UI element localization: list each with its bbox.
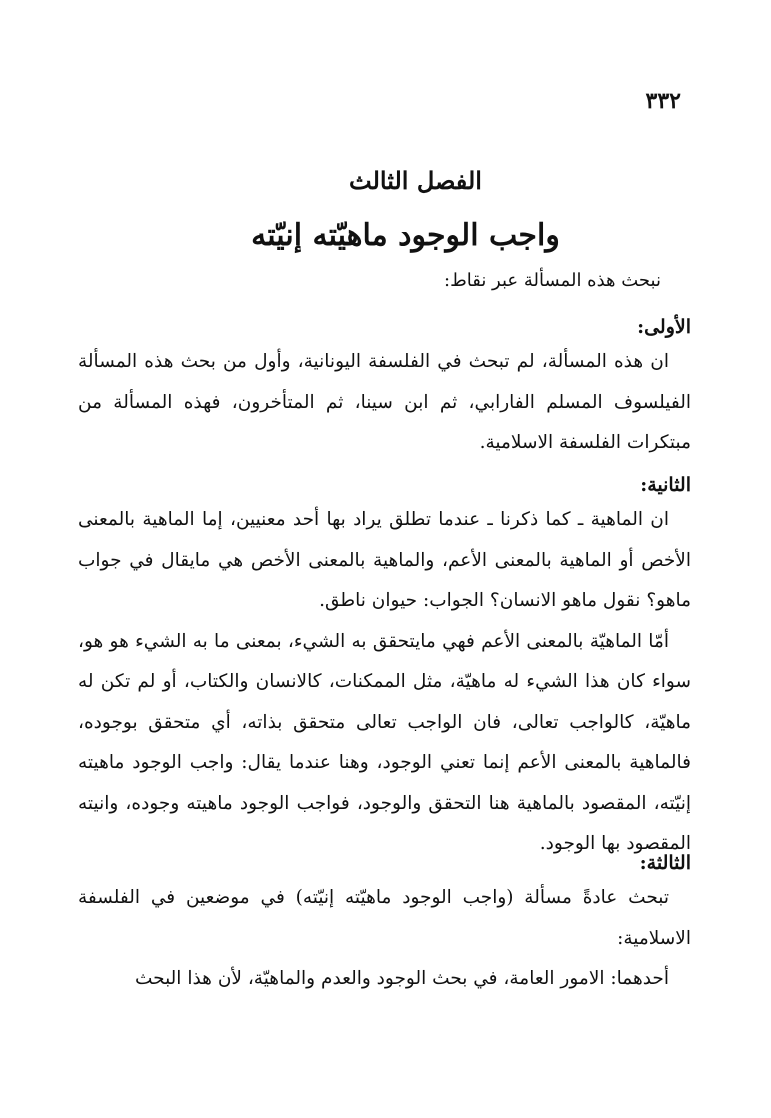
page-number: ٣٣٢ (645, 88, 681, 114)
section-first-body (78, 342, 691, 464)
chapter-title: واجب الوجود ماهيّته إنيّته (251, 218, 560, 253)
paragraph: أمّا الماهيّة بالمعنى الأعم فهي مايتحقق به الشيء، بمعنى ما به الشيء هو هو، سواء كان هذا الشيء له ماهيّة، مثل الممكنات، كالانسان والكتاب، أو لم تكن له ماهيّة، كالواجب تعالى، فان الواجب تعالى متحقق بذاته، أي متحقق بوجوده، فالماهية بالمعنى الأعم إنما تعني الوجود، وهنا عندما يقال: واجب الوجود ماهيته إنيّته، المقصود بالماهية هنا التحقق والوجود، فواجب الوجود ماهيته وجوده، وانيته المقصود بها الوجود. (78, 630, 691, 854)
paragraph: ان هذه المسألة، لم تبحث في الفلسفة اليونانية، وأول من بحث هذه المسألة الفيلسوف المسلم الفارابي، ثم ابن سينا، ثم المتأخرون، فهذه المسألة من مبتكرات الفلسفة الاسلامية. (78, 351, 691, 453)
section-second-body (78, 500, 691, 865)
section-third-body (78, 878, 691, 1000)
paragraph: أحدهما: الامور العامة، في بحث الوجود والعدم والماهيّة، لأن هذا البحث (134, 968, 669, 989)
section-heading-third: الثالثة: (639, 852, 691, 874)
section-heading-first: الأولى: (637, 316, 691, 338)
paragraph: ان الماهية ـ كما ذكرنا ـ عندما تطلق يراد بها أحد معنيين، إما الماهية بالمعنى الأخص أو الماهية بالمعنى الأعم، والماهية بالمعنى الأخص هي مايقال في جواب ماهو؟ نقول ماهو الانسان؟ الجواب: حيوان ناطق. (78, 509, 691, 611)
paragraph: تبحث عادةً مسألة (واجب الوجود ماهيّته إنيّته) في موضعين في الفلسفة الاسلامية: (78, 887, 691, 949)
section-heading-second: الثانية: (640, 474, 691, 496)
intro-line: نبحث هذه المسألة عبر نقاط: (444, 270, 661, 291)
chapter-label: الفصل الثالث (349, 166, 482, 195)
